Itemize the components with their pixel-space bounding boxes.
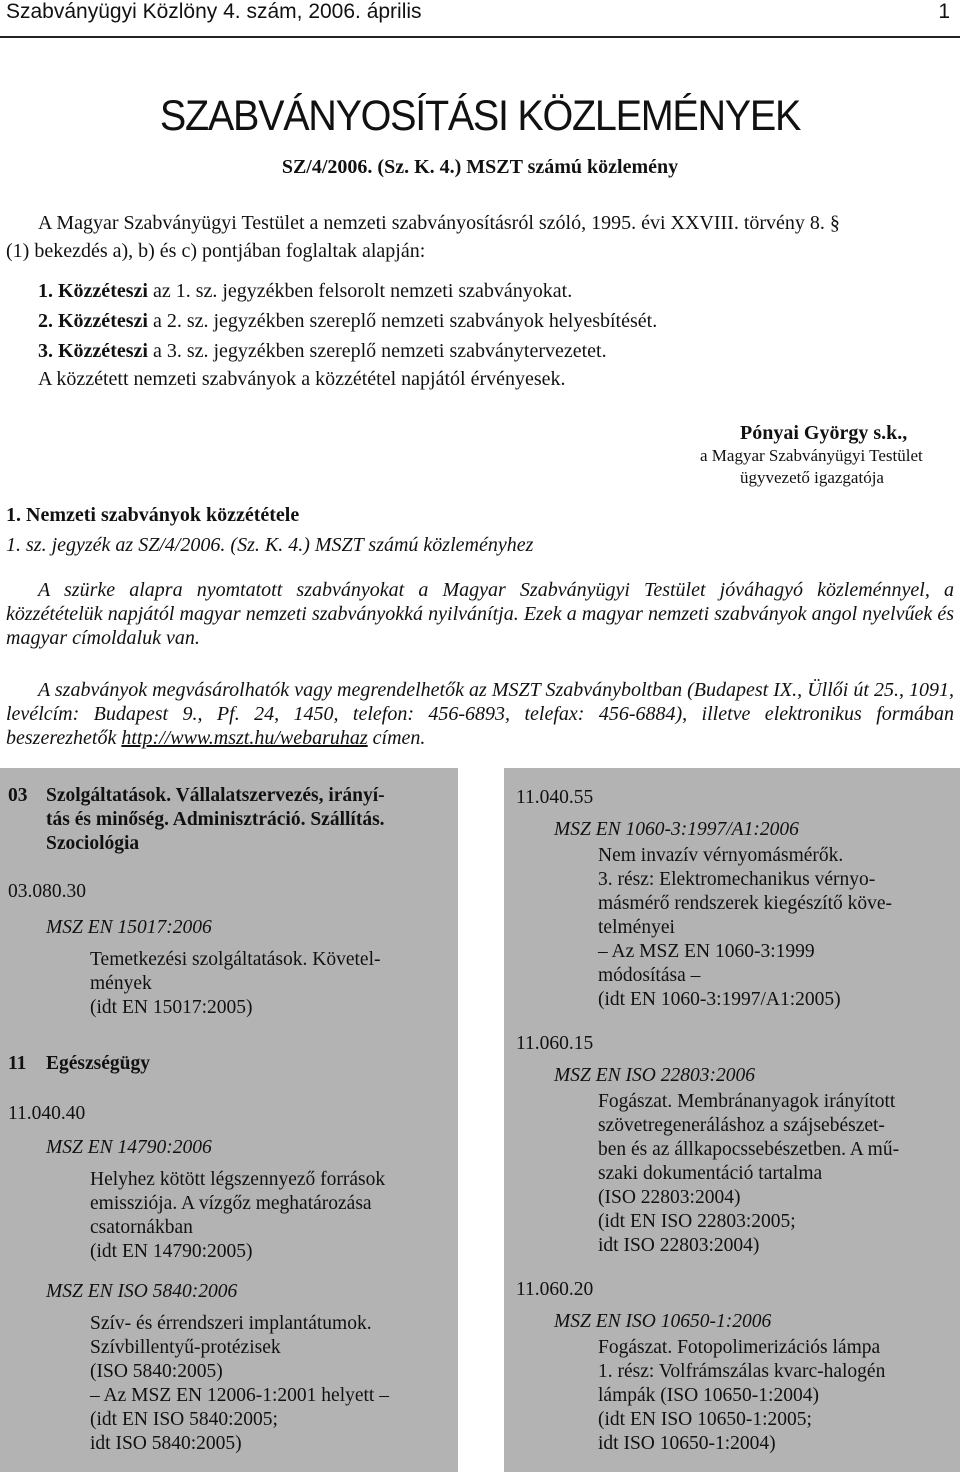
validity-note: A közzétett nemzeti szabványok a közzététel napjától érvényesek. bbox=[38, 368, 566, 390]
category-title-line: tás és minőség. Adminisztráció. Szállítás. bbox=[46, 809, 385, 830]
description-line: (ISO 5840:2005) bbox=[90, 1361, 223, 1382]
category-code: 11 bbox=[8, 1053, 27, 1074]
ics-code: 11.040.40 bbox=[8, 1103, 86, 1124]
paragraph-purchase-info bbox=[6, 678, 954, 750]
description-line: (idt EN 15017:2005) bbox=[90, 997, 253, 1018]
page-number: 1 bbox=[938, 0, 950, 23]
description-line: – Az MSZ EN 12006-1:2001 helyett – bbox=[90, 1385, 389, 1406]
journal-title: Szabványügyi Közlöny 4. szám, 2006. április bbox=[6, 0, 422, 23]
category-title-line: Szolgáltatások. Vállalatszervezés, irányí- bbox=[46, 785, 385, 806]
description-line: (idt EN 14790:2005) bbox=[90, 1241, 253, 1262]
list-item-verb: Közzéteszi bbox=[58, 280, 148, 302]
standard-description bbox=[598, 1336, 948, 1456]
webshop-link[interactable]: http://www.mszt.hu/webaruhaz bbox=[121, 727, 368, 749]
main-title: SZABVÁNYOSÍTÁSI KÖZLEMÉNYEK bbox=[159, 92, 801, 140]
list-item-1 bbox=[38, 280, 572, 303]
ics-code: 11.060.20 bbox=[516, 1279, 594, 1300]
section-subheading: 1. sz. jegyzék az SZ/4/2006. (Sz. K. 4.) MSZT számú közleményhez bbox=[6, 534, 534, 556]
description-line: – Az MSZ EN 1060-3:1999 bbox=[598, 941, 815, 962]
description-line: csatornákban bbox=[90, 1217, 193, 1238]
signatory-name: Pónyai György s.k., bbox=[740, 422, 908, 444]
standard-id: MSZ EN ISO 10650-1:2006 bbox=[554, 1311, 772, 1332]
list-item-text: a 3. sz. jegyzékben szereplő nemzeti szabványtervezetet. bbox=[147, 340, 607, 362]
running-header bbox=[0, 0, 960, 30]
ics-code: 03.080.30 bbox=[8, 881, 86, 902]
description-line: (idt EN ISO 10650-1:2005; bbox=[598, 1409, 812, 1430]
list-item-verb: Közzéteszi bbox=[58, 340, 148, 362]
description-line: Fogászat. Fotopolimerizációs lámpa bbox=[598, 1337, 881, 1358]
paragraph-grey-standards: A szürke alapra nyomtatott szabványokat a Magyar Szabványügyi Testület jóváhagyó közleménnyel, a közzétételük napjától magyar nemzeti szabványokká nyilvánítja. Ezek a magyar nemzeti szabványok angol nyelvűek és magyar címoldaluk van. bbox=[6, 579, 954, 649]
signatory-role-line-2: ügyvezető igazgatója bbox=[740, 468, 884, 487]
description-line: idt ISO 22803:2004) bbox=[598, 1235, 760, 1256]
description-line: 1. rész: Volfrámszálas kvarc-halogén bbox=[598, 1361, 886, 1382]
list-item-number: 1. bbox=[38, 280, 53, 302]
description-line: Temetkezési szolgáltatások. Követel- bbox=[90, 949, 381, 970]
standard-description bbox=[598, 844, 948, 1012]
description-line: (idt EN 1060-3:1997/A1:2005) bbox=[598, 989, 841, 1010]
list-item-2 bbox=[38, 310, 657, 333]
description-line: másmérő rendszerek kiegészítő köve- bbox=[598, 893, 893, 914]
category-title-line: Szociológia bbox=[46, 833, 140, 854]
description-line: mények bbox=[90, 973, 152, 994]
description-line: (idt EN ISO 22803:2005; bbox=[598, 1211, 796, 1232]
description-line: lámpák (ISO 10650-1:2004) bbox=[598, 1385, 819, 1406]
standard-id: MSZ EN 1060-3:1997/A1:2006 bbox=[554, 819, 799, 840]
description-line: Szívbillentyű-protézisek bbox=[90, 1337, 281, 1358]
category-code: 03 bbox=[8, 785, 28, 806]
sub-title: SZ/4/2006. (Sz. K. 4.) MSZT számú közlemény bbox=[281, 156, 679, 178]
description-line: idt ISO 10650-1:2004) bbox=[598, 1433, 776, 1454]
category-title: Egészségügy bbox=[46, 1053, 150, 1074]
standard-description bbox=[90, 1168, 446, 1264]
standard-description bbox=[90, 1312, 446, 1456]
ics-code: 11.060.15 bbox=[516, 1033, 594, 1054]
description-line: Szív- és érrendszeri implantátumok. bbox=[90, 1313, 372, 1334]
description-line: (ISO 22803:2004) bbox=[598, 1187, 741, 1208]
signature-block bbox=[700, 422, 960, 489]
description-line: Helyhez kötött légszennyező források bbox=[90, 1169, 386, 1190]
description-line: idt ISO 5840:2005) bbox=[90, 1433, 242, 1454]
standard-description bbox=[598, 1090, 948, 1258]
standard-description bbox=[90, 948, 446, 1020]
description-line: ben és az állkapocssebészetben. A mű- bbox=[598, 1139, 900, 1160]
list-item-number: 2. bbox=[38, 310, 53, 332]
description-line: telményei bbox=[598, 917, 675, 938]
signatory-role-line-1: a Magyar Szabványügyi Testület bbox=[700, 446, 923, 465]
standard-id: MSZ EN ISO 22803:2006 bbox=[554, 1065, 755, 1086]
list-item-verb: Közzéteszi bbox=[58, 310, 148, 332]
section-heading: 1. Nemzeti szabványok közzététele bbox=[6, 504, 300, 526]
left-column bbox=[0, 768, 458, 1472]
intro-line-2: (1) bekezdés a), b) és c) pontjában foglaltak alapján: bbox=[6, 240, 426, 262]
header-rule bbox=[0, 36, 960, 38]
description-line: szaki dokumentáció tartalma bbox=[598, 1163, 823, 1184]
purchase-info-text: A szabványok megvásárolhatók vagy megrendelhetők az MSZT Szabványboltban (Budapest IX., Üllői út 25., 1091, levélcím: Budapest 9., Pf. 24, 1450, telefon: 456-6893, telefax: 456-6884), illetve elektronikus formában beszerezhetők bbox=[6, 679, 954, 749]
description-line: szövetregeneráláshoz a szájsebészet- bbox=[598, 1115, 885, 1136]
description-line: Nem invazív vérnyomásmérők. bbox=[598, 845, 844, 866]
description-line: (idt EN ISO 5840:2005; bbox=[90, 1409, 278, 1430]
list-item-text: az 1. sz. jegyzékben felsorolt nemzeti szabványokat. bbox=[147, 280, 573, 302]
standard-id: MSZ EN 15017:2006 bbox=[46, 917, 212, 938]
description-line: 3. rész: Elektromechanikus vérnyo- bbox=[598, 869, 876, 890]
standard-id: MSZ EN 14790:2006 bbox=[46, 1137, 212, 1158]
standard-id: MSZ EN ISO 5840:2006 bbox=[46, 1281, 238, 1302]
intro-line-1: A Magyar Szabványügyi Testület a nemzeti szabványosításról szóló, 1995. évi XXVIII. törvény 8. § bbox=[38, 212, 840, 234]
right-column bbox=[504, 768, 960, 1472]
list-item-3 bbox=[38, 340, 607, 363]
description-line: emissziója. A vízgőz meghatározása bbox=[90, 1193, 372, 1214]
list-item-number: 3. bbox=[38, 340, 53, 362]
ics-code: 11.040.55 bbox=[516, 787, 594, 808]
list-item-text: a 2. sz. jegyzékben szereplő nemzeti szabványok helyesbítését. bbox=[147, 310, 658, 332]
description-line: módosítása – bbox=[598, 965, 701, 986]
description-line: Fogászat. Membránanyagok irányított bbox=[598, 1091, 896, 1112]
purchase-info-end: címen. bbox=[367, 727, 426, 749]
